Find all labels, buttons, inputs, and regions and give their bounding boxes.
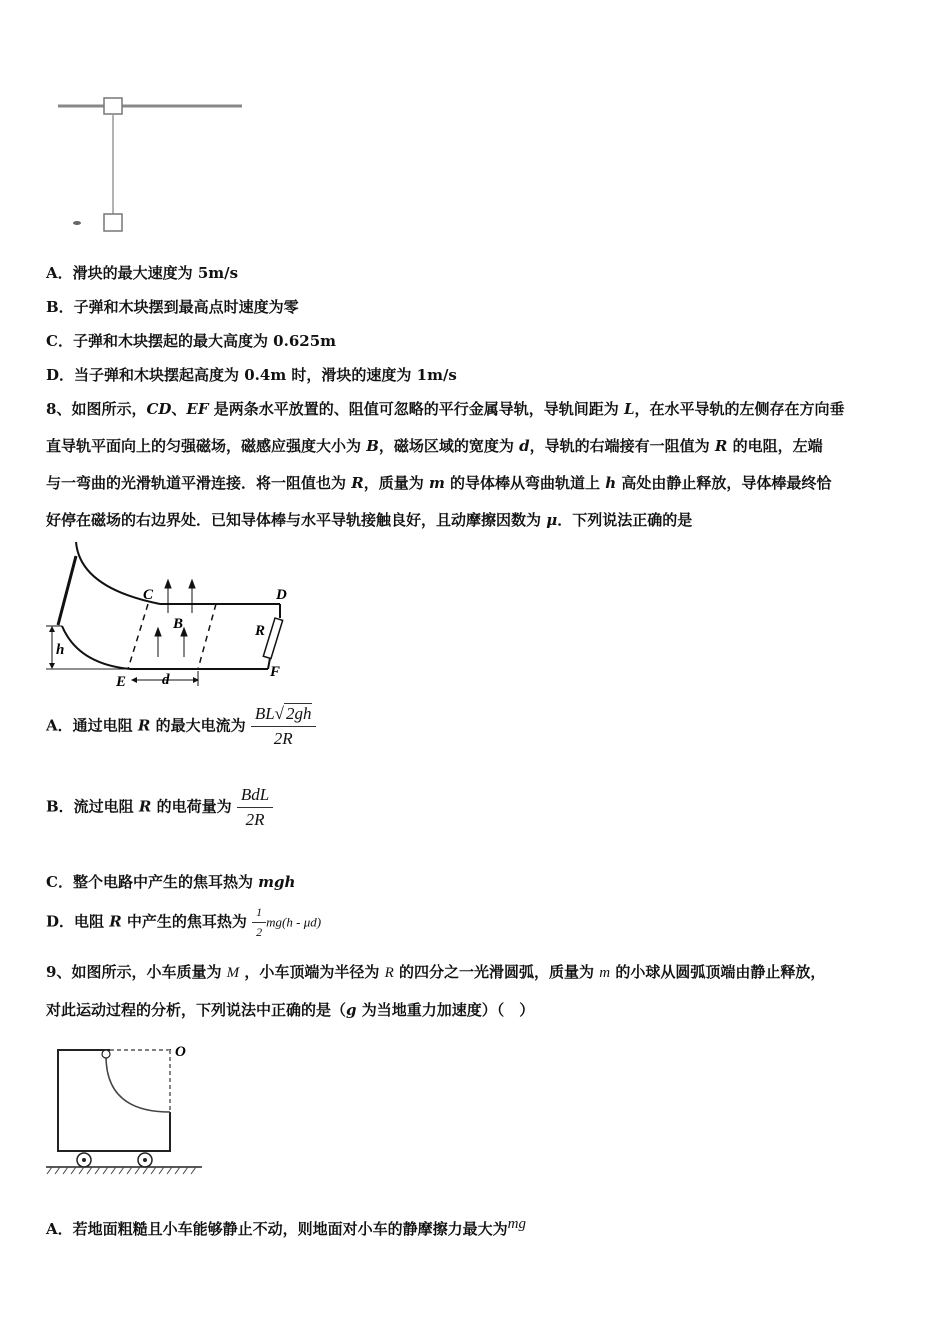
q8-stem-line-3: 与一弯曲的光滑轨道平滑连接．将一阻值也为 R，质量为 m 的导体棒从弯曲轨道上 h 高处由静止释放，导体棒最终恰 [46, 474, 832, 492]
q9-stem-line-2: 对此运动过程的分析，下列说法中正确的是（g 为当地重力加速度）（ ） [46, 1001, 535, 1019]
max-current-fraction: $\frac{BL√ 2gh}{2R}$ [251, 704, 316, 749]
q9-cart-figure [42, 1040, 212, 1180]
charge-fraction: $\frac{\text{BdL}}{2R}$ [237, 785, 273, 830]
q8-stem-line-1: 8、如图所示，CD、EF 是两条水平放置的、阻值可忽略的平行金属导轨，导轨间距为 L，在水平导轨的左侧存在方向垂 [46, 400, 845, 418]
label-h: h [56, 642, 65, 658]
q7-option-a[interactable]: A．滑块的最大速度为 5m/s [46, 264, 239, 282]
label-o: O [175, 1044, 186, 1060]
q7-option-b[interactable]: B．子弹和木块摆到最高点时速度为零 [46, 298, 299, 316]
small-ball [102, 1050, 110, 1058]
q8-option-d[interactable]: D．电阻 R 中产生的焦耳热为 $\frac{1}{2}$ mg(h - μd) [46, 905, 322, 939]
h-dim-arrowhead-bottom [49, 663, 55, 669]
q8-stem [46, 391, 908, 539]
label-e: E [116, 674, 127, 690]
label-r: R [255, 623, 266, 639]
bullet [73, 221, 81, 225]
wheel-left-hub [82, 1158, 86, 1162]
label-d: D [276, 587, 287, 603]
label-f: F [270, 664, 281, 680]
label-c: C [143, 587, 154, 603]
q8-rail-figure [40, 538, 300, 690]
q8-option-c[interactable]: C．整个电路中产生的焦耳热为 mgh [46, 873, 296, 891]
half-fraction: $\frac{1}{2}$ [252, 905, 266, 940]
cart-body [58, 1050, 170, 1151]
label-d-width: d [162, 672, 170, 688]
q9-option-a[interactable]: A．若地面粗糙且小车能够静止不动，则地面对小车的静摩擦力最大为mg [46, 1216, 526, 1238]
q7-pendulum-figure [50, 92, 250, 237]
q8-stem-line-4: 好停在磁场的右边界处．已知导体棒与水平导轨接触良好，且动摩擦因数为 μ．下列说法正确的是 [46, 511, 693, 529]
q7-option-d[interactable]: D．当子弹和木块摆起高度为 0.4m 时，滑块的速度为 1m/s [46, 366, 457, 384]
q9-stem-line-1: 9、如图所示，小车质量为 M ，小车顶端为半径为 R 的四分之一光滑圆弧，质量为 m 的小球从圆弧顶端由静止释放， [46, 963, 826, 981]
q8-number: 8、 [46, 400, 72, 418]
release-bar [58, 556, 76, 625]
label-b: B [173, 616, 184, 632]
curved-track-lower [62, 626, 130, 669]
q9-stem [46, 954, 908, 1029]
q9-number: 9、 [46, 963, 72, 981]
resistor-r [263, 618, 282, 659]
wheel-right-hub [143, 1158, 147, 1162]
slider-block [104, 98, 122, 114]
field-left-boundary [128, 604, 148, 669]
q7-option-c[interactable]: C．子弹和木块摆起的最大高度为 0.625m [46, 332, 337, 350]
q8-option-a[interactable]: A．通过电阻 R 的最大电流为 $\frac{BL√ 2gh}{2R}$ [46, 704, 316, 749]
d-dim-arrowhead-left [131, 677, 137, 683]
q8-option-b[interactable]: B．流过电阻 R 的电荷量为 $\frac{\text{BdL}}{2R}$ [46, 785, 273, 830]
ground-hatching [47, 1167, 196, 1174]
q8-stem-line-2: 直导轨平面向上的匀强磁场，磁感应强度大小为 B，磁场区域的宽度为 d，导轨的右端接有一阻值为 R 的电阻，左端 [46, 437, 823, 455]
wooden-block [104, 214, 122, 231]
field-right-boundary [198, 604, 216, 669]
h-dim-arrowhead-top [49, 626, 55, 632]
